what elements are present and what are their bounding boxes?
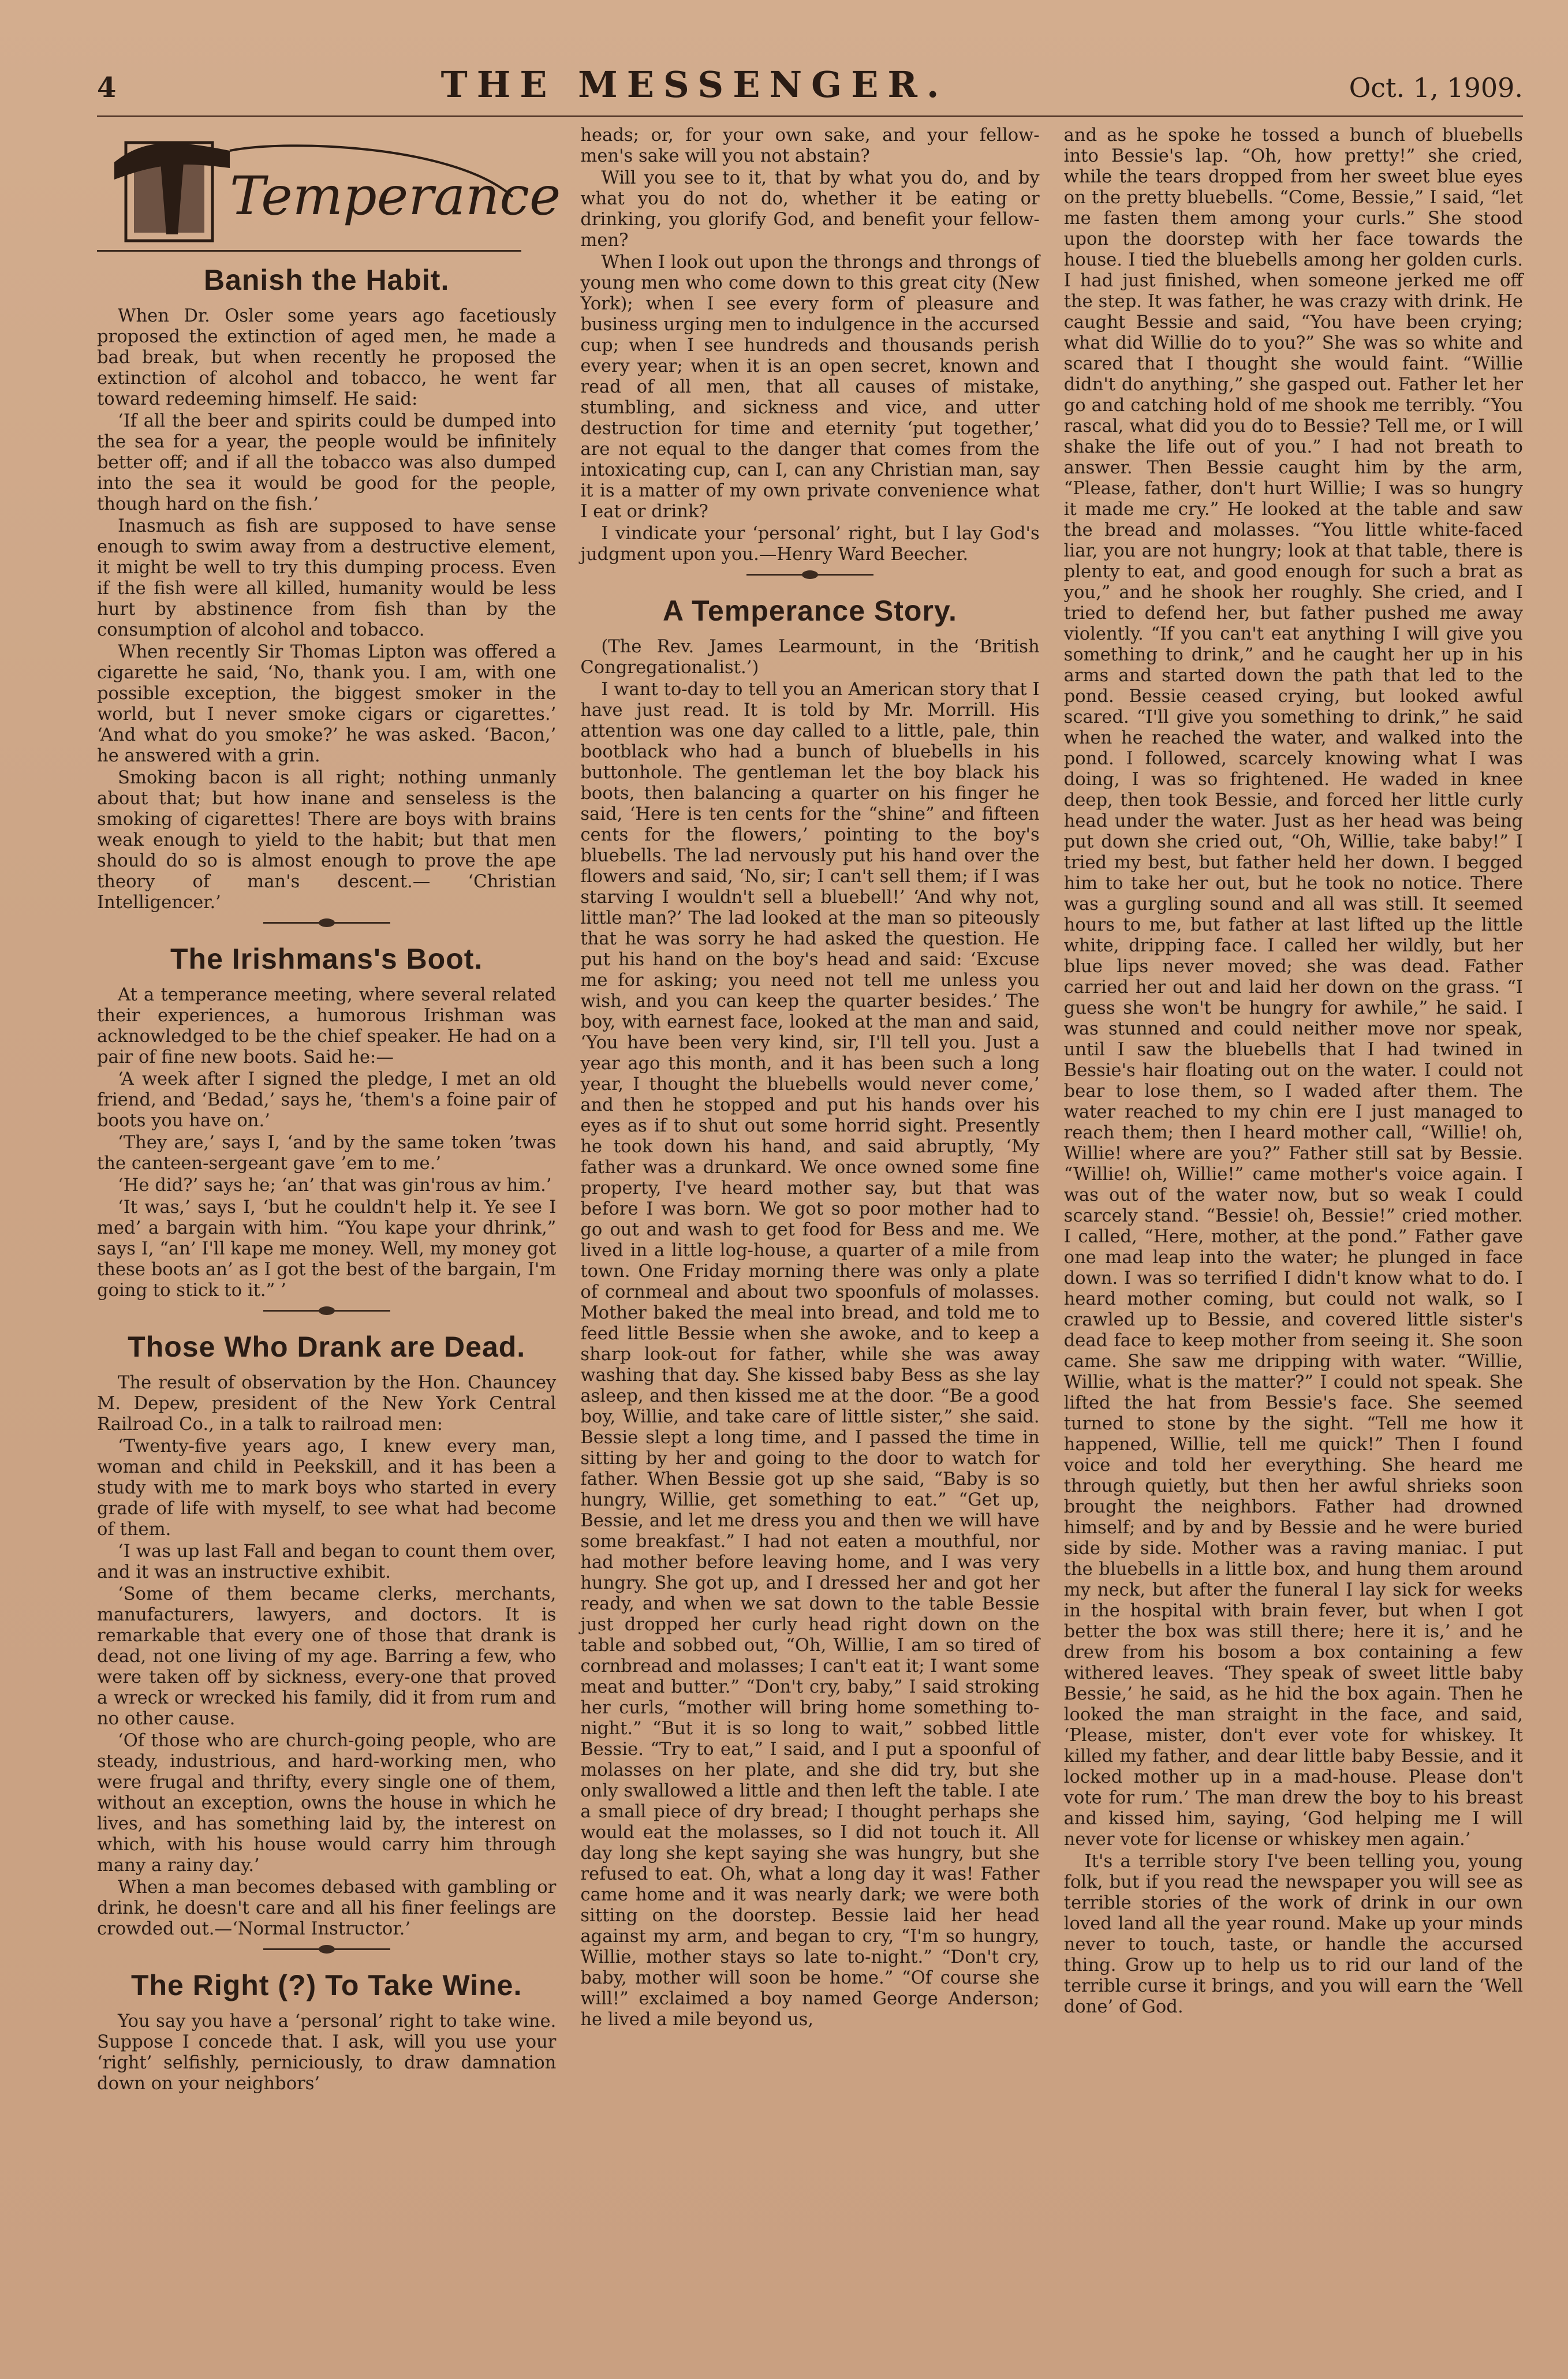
banner-rule (97, 250, 521, 252)
paragraph: When Dr. Osler some years ago facetiously proposed the extinction of aged men, he made a bad break, but when recently he proposed the extinction of alcohol and tobacco, he went far toward redeeming himself. He said: (97, 306, 557, 409)
paragraph: When a man becomes debased with gambling or drink, he doesn't care and all his finer feelings are crowded out.—‘Normal Instructor.’ (97, 1877, 557, 1939)
paragraph: and as he spoke he tossed a bunch of bluebells into Bessie's lap. “Oh, how pretty!” she cried, while the tears dropped from her sweet blue eyes on the pretty bluebells. “Come, Bessie,” I said, “let me fasten them among your curls.” She stood upon the doorstep with her face towards the house. I tied the bluebells among her golden curls. I had just finished, when someone jerked me off the step. It was father, he was crazy with drink. He caught Bessie and said, “You have been crying; what did Willie do to you?” She was so white and scared that I thought she would faint. “Willie didn't do anything,” she gasped out. Father let her go and catching hold of me shook me terribly. “You rascal, what did you do to Bessie? Tell me, or I will shake the life out of you.” I had not breath to answer. Then Bessie caught him by the arm, “Please, father, don't hurt Willie; I was so hungry it made me cry.” He looked at the table and saw the bread and molasses. “You little white-faced liar, you are not hungry; look at that table, there is plenty to eat, and good enough for such a brat as you,” and he shook her roughly. She cried, and I tried to defend her, but father pushed me away violently. “If you can't eat anything I will give you something to drink,” and he caught her up in his arms and started down the path that led to the pond. Bessie ceased crying, but looked awful scared. “I'll give you something to drink,” he said when he reached the water, and walked into the pond. I followed, scarcely knowing what I was doing, I was so frightened. He waded in knee deep, then took Bessie, and forced her little curly head under the water. Just as her head was being put down she cried out, “Oh, Willie, take baby!” I tried my best, but father held her down. I begged him to take her out, but he took no notice. There was a gurgling sound and all was still. It seemed hours to me, but father at last lifted up the little white, dripping face. I called her wildly, but her blue lips never moved; she was dead. Father carried her out and laid her down on the grass. “I guess she won't be hungry for awhile,” he said. I was stunned and could neither move nor speak, until I saw the bluebells that I had twined in Bessie's hair floating out on the water. I could not bear to lose them, so I waded after them. The water reached to my chin ere I just managed to reach them; then I heard mother call, “Willie! oh, Willie! where are you?” Father still sat by Bessie. “Willie! oh, Willie!” came mother's voice again. I was out of the water now, but so weak I could scarcely stand. “Bessie! oh, Bessie!” cried mother. I called, “Here, mother, at the pond.” Father gave one mad leap into the water; he plunged in face down. I was so terrified I didn't know what to do. I heard mother coming, but could not walk, so I crawled up to Bessie, and covered little sister's dead face to keep mother from seeing it. She soon came. She saw me dripping with water. “Willie, Willie, what is the matter?” I could not speak. She lifted the hat from Bessie's face. She seemed turned to stone by the sight. “Tell me how it happened, Willie, tell me quick!” Then I found voice and told her everything. She heard me through quietly, but then her awful shrieks soon brought the neighbors. Father had drowned himself; and by and by Bessie and he were buried side by side. Mother was a raving maniac. I put the bluebells in a little box, and hung them around my neck, but after the funeral I lay sick for weeks in the hospital with brain fever, but when I got better the box was still there; here it is,’ and he drew from his bosom a box containing a few withered leaves. ‘They speak of sweet little baby Bessie,’ he said, as he hid the box again. Then he looked the man straight in the face, and said, ‘Please, mister, don't ever vote for whiskey. It killed my father, and dear little baby Bessie, and it locked mother up in a mad-house. Please don't vote for rum.’ The man drew the boy to his breast and kissed him, saying, ‘God helping me I will never vote for license or whiskey men again.’ (1063, 125, 1523, 1850)
issue-date: Oct. 1, 1909. (1349, 72, 1523, 103)
temperance-banner-art (97, 128, 561, 243)
paragraph: The result of observation by the Hon. Chauncey M. Depew, president of the New York Central Railroad Co., in a talk to railroad men: (97, 1373, 557, 1435)
column-1 (97, 125, 561, 2365)
section-divider (97, 1302, 556, 1319)
column-3 (1064, 125, 1523, 2365)
paragraph: ‘Twenty-five years ago, I knew every man, woman and child in Peekskill, and it has been a study with me to mark boys who started in every grade of life with myself, to see what had become of them. (97, 1436, 557, 1540)
paragraph: ‘Of those who are church-going people, who are steady, industrious, and hard-working men, who were frugal and thrifty, every single one of them, without an exception, owns the house in which he lives, and has something laid by, the interest on which, with his house would carry him through many a rainy day.’ (97, 1731, 557, 1876)
paragraph: I vindicate your ‘personal’ right, but I lay God's judgment upon you.—Henry Ward Beecher. (580, 524, 1040, 565)
paragraph: ‘They are,’ says I, ‘and by the same token ’twas the canteen-sergeant gave ’em to me.’ (97, 1133, 557, 1174)
banner-text: Temperance (230, 165, 561, 227)
heading-those-who-drank: Those Who Drank are Dead. (128, 1331, 526, 1363)
paragraph: ‘Some of them became clerks, merchants, manufacturers, lawyers, and doctors. It is remarkable that every one of those that drank is dead, not one living of my age. Barring a few, who were taken off by sickness, every-one that proved a wreck or wrecked his family, did it from rum and no other cause. (97, 1584, 557, 1729)
paragraph: Smoking bacon is all right; nothing unmanly about that; but how inane and senseless is the smoking of cigarettes! There are boys with brains weak enough to yield to the habit; but that men should do so is almost enough to prove the ape theory of man's descent.— ‘Christian Intelligencer.’ (97, 768, 557, 913)
heading-banish-the-habit: Banish the Habit. (203, 264, 450, 296)
heading-right-to-take-wine: The Right (?) To Take Wine. (130, 1969, 522, 2001)
column-2 (580, 125, 1039, 2365)
paragraph: I want to-day to tell you an American story that I have just read. It is told by Mr. Morrill. His attention was one day called to a little, pale, thin bootblack who had a bunch of bluebells in his buttonhole. The gentleman let the boy black his boots, then balancing a quarter on his finger he said, ‘Here is ten cents for the “shine” and fifteen cents for the flowers,’ pointing to the boy's bluebells. The lad nervously put his hand over the flowers and said, ‘No, sir; I can't sell them; if I was starving I wouldn't sell a bluebell!’ ‘And why not, little man?’ The lad looked at the man so piteously that he was sorry he had asked the question. He put his hand on the boy's head and said: ‘Excuse me for asking; you need not tell me unless you wish, and you can keep the quarter besides.’ The boy, with earnest face, looked at the man and said, ‘You have been very kind, sir, I'll tell you. Just a year ago this month, and it has been such a long year, I thought the bluebells would never come,’ and then he stopped and put his hands over his eyes as if to shut out some horrid sight. Presently he took down his hand, and said abruptly, ‘My father was a drunkard. We once owned some fine property, I've heard mother say, but that was before I was born. We got so poor mother had to go out and wash to get food for Bess and me. We lived in a little log-house, a quarter of a mile from town. One Friday morning there was only a plate of cornmeal and about two spoonfuls of molasses. Mother baked the meal into bread, and told me to feed little Bessie when she awoke, and to keep a sharp look-out for father, while she was away washing that day. She kissed baby Bess as she lay asleep, and then kissed me at the door. “Be a good boy, Willie, and take care of little sister,” she said. Bessie slept a long time, and I passed the time in sitting by her and going to the door to watch for father. When Bessie got up she said, “Baby is so hungry, Willie, get something to eat.” “Get up, Bessie, and let me dress you and then we will have some breakfast.” I had not eaten a mouthful, nor had mother before leaving home, and I was very hungry. She got up, and I dressed her and got her ready, and when we sat down to the table Bessie just dropped her curly head right down on the table and sobbed out, “Oh, Willie, I am so tired of cornbread and molasses; I can't eat it; I want some meat and butter.” “Don't cry, baby,” I said stroking her curls, “mother will bring home something to-night.” “But it is so long to wait,” sobbed little Bessie. “Try to eat,” I said, and I put a spoonful of molasses on her plate, and she did try, but she only swallowed a little and then left the table. I ate a small piece of dry bread; I thought perhaps she would eat the molasses, so I did not touch it. All day long she kept saying she was hungry, but she refused to eat. Oh, what a long day it was! Father came home and it was nearly dark; we were both sitting on the doorstep. Bessie laid her head against my arm, and began to cry, “I'm so hungry, Willie, mother stays so late to-night.” “Don't cry, baby, mother will soon be home.” “Of course she will!” exclaimed a boy named George Anderson; he lived a mile beyond us, (580, 679, 1040, 2030)
newspaper-title: THE MESSENGER. (440, 64, 949, 106)
heading-temperance-story: A Temperance Story. (663, 595, 957, 627)
temperance-banner (97, 125, 561, 245)
paragraph: ‘If all the beer and spirits could be dumped into the sea for a year, the people would be infinitely better off; and if all the tobacco was also dumped into the sea it would be good for the people, though hard on the fish.’ (97, 411, 557, 514)
section-divider (580, 566, 1039, 582)
paragraph: When I look out upon the throngs and throngs of young men who come down to this great city (New York); when I see every form of pleasure and business urging men to indulgence in the accursed cup; when I see hundreds and thousands perish every year; when it is an open secret, known and read of all men, that all causes of mistake, stumbling, and sickness and vice, and utter destruction for time and eternity ‘put together,’ are not equal to the danger that comes from the intoxicating cup, can I, can any Christian man, say it is a matter of my own private convenience what I eat or drink? (580, 252, 1040, 522)
section-divider (97, 1941, 556, 1957)
paragraph: At a temperance meeting, where several related their experiences, a humorous Irishman was acknowledged to be the chief speaker. He had on a pair of fine new boots. Said he:— (97, 985, 557, 1067)
paragraph: ‘A week after I signed the pledge, I met an old friend, and ‘Bedad,’ says he, ‘them's a foine pair of boots you have on.’ (97, 1069, 557, 1131)
columns (97, 125, 1523, 2365)
paragraph: ‘He did?’ says he; ‘an’ that was gin'rous av him.’ (118, 1175, 552, 1196)
heading-irishmans-boot: The Irishmans's Boot. (170, 943, 483, 975)
paragraph: Inasmuch as fish are supposed to have sense enough to swim away from a destructive element, it might be well to try this dumping process. Even if the fish were all killed, humanity would be less hurt by abstinence from fish than by the consumption of alcohol and tobacco. (97, 516, 557, 640)
paragraph: heads; or, for your own sake, and your fellow-men's sake will you not abstain? (580, 125, 1040, 166)
page-number: 4 (97, 72, 117, 104)
paragraph: It's a terrible story I've been telling you, young folk, but if you read the newspaper you will see as terrible stories of the work of drink in our own loved land all the year round. Make up your minds never to touch, taste, or handle the accursed thing. Grow up to help us to rid our land of the terrible curse it brings, and you will earn the ‘Well done’ of God. (1063, 1851, 1523, 2017)
paragraph: You say you have a ‘personal’ right to take wine. Suppose I concede that. I ask, will you use your ‘right’ selfishly, perniciously, to draw damnation down on your neighbors’ (97, 2011, 557, 2094)
article-byline: (The Rev. James Learmount, in the ‘British Congregationalist.’) (580, 637, 1040, 678)
paragraph: When recently Sir Thomas Lipton was offered a cigarette he said, ‘No, thank you. I am, with one possible exception, the biggest smoker in the world, but I never smoke cigars or cigarettes.’ ‘And what do you smoke?’ he was asked. ‘Bacon,’ he answered with a grin. (97, 642, 557, 766)
section-divider (97, 914, 556, 931)
paragraph: ‘I was up last Fall and began to count them over, and it was an instructive exhibit. (97, 1541, 557, 1582)
paragraph: Will you see to it, that by what you do, and by what you do not do, whether it be eating or drinking, you glorify God, and benefit your fellow-men? (580, 168, 1040, 251)
masthead (97, 64, 1523, 117)
paragraph: ‘It was,’ says I, ‘but he couldn't help it. Ye see I med’ a bargain with him. “You kape your dhrink,” says I, “an’ I'll kape me money. Well, my money got these boots an’ as I got the best of the bargain, I'm going to stick to it.” ’ (97, 1197, 557, 1301)
